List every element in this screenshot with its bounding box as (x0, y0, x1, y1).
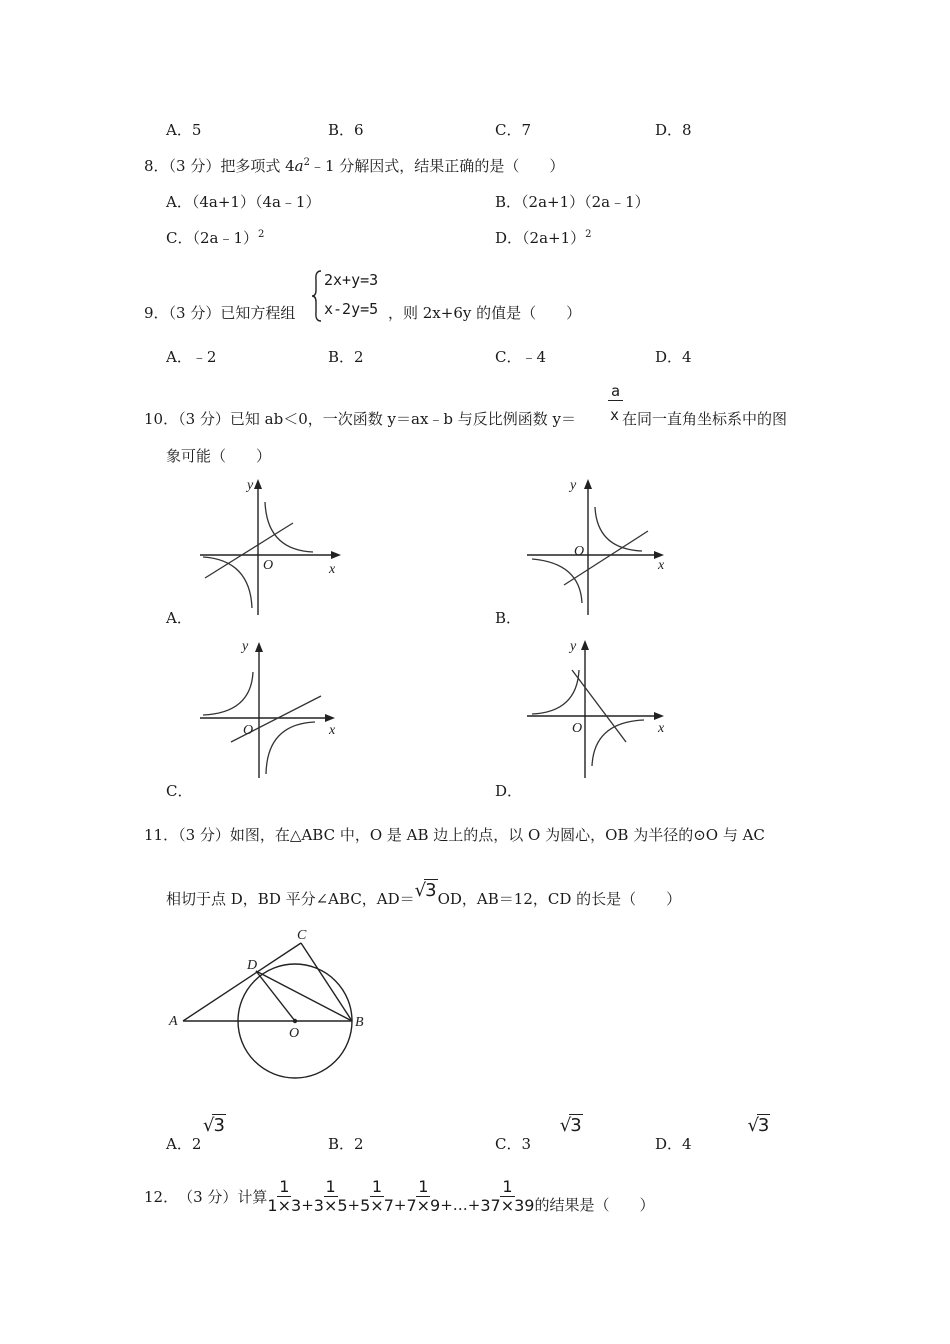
q10-graph-d[interactable] (522, 636, 677, 781)
origin-label: O (574, 544, 585, 559)
q10-graph-a[interactable] (195, 475, 350, 620)
fraction-4: $\frac{1}{7\times 9}$ (406, 1177, 441, 1215)
q10-option-c[interactable]: C． (166, 782, 193, 800)
axis-y-label: y (570, 478, 577, 493)
q7-option-b[interactable]: B．6 (328, 121, 364, 139)
q10-stem-line1-end: 在同一直角坐标系中的图 (622, 410, 788, 428)
q11-option-d-sqrt: √3 (747, 1115, 770, 1136)
q9-equation-1: 2x+y=3 (324, 271, 379, 289)
q9-option-b[interactable]: B．2 (328, 348, 364, 366)
q8-option-a[interactable]: A．（4a+1）（4a﹣1） (166, 193, 321, 211)
q10-option-d[interactable]: D． (495, 782, 523, 800)
q10-stem-line1: 10．（3 分）已知 ab＜0，一次函数 y＝ax﹣b 与反比例函数 y＝ (144, 410, 577, 428)
axis-y-label: y (570, 639, 577, 654)
sqrt-expression: √3 (414, 880, 437, 901)
q11-stem-line2: 相切于点 D，BD 平分∠ABC，AD＝√3OD，AB＝12，CD 的长是（ ） (166, 880, 682, 908)
q9-stem-after: ，则 2x+6y 的值是（ ） (388, 304, 582, 322)
q10-stem-line2: 象可能（ ） (166, 447, 272, 465)
q11-figure (165, 925, 375, 1085)
axis-x-label: x (329, 562, 336, 577)
fraction-3: $\frac{1}{5\times 7}$ (360, 1177, 394, 1215)
point-a-label: A (169, 1014, 178, 1029)
q9-equation-2: x-2y=5 (324, 300, 379, 318)
q11-stem-line1: 11．（3 分）如图，在△ABC 中，O 是 AB 边上的点，以 O 为圆心，OB 为半径的⊙O 与 AC (144, 826, 765, 844)
q10-frac-denominator: x (610, 406, 620, 424)
point-b-label: B (355, 1015, 364, 1030)
q11-option-a[interactable]: A．2 (166, 1135, 202, 1153)
q10-frac-numerator: a (608, 382, 623, 401)
axis-x-label: x (658, 721, 665, 736)
fraction-1: $\frac{1}{1\times 3}$ (267, 1177, 302, 1215)
origin-label: O (572, 721, 583, 736)
q11-option-c[interactable]: C．3 (495, 1135, 532, 1153)
origin-label: O (243, 723, 254, 738)
axis-x-label: x (658, 558, 665, 573)
q10-option-a[interactable]: A． (166, 609, 192, 627)
fraction-5: $\frac{1}{37\times 39}$ (480, 1177, 535, 1215)
q11-option-b[interactable]: B．2 (328, 1135, 364, 1153)
axis-x-label: x (329, 723, 336, 738)
point-o-label: O (289, 1026, 300, 1041)
q8-option-b[interactable]: B．（2a+1）（2a﹣1） (495, 193, 650, 211)
q12-stem: 12． （3 分） 计算 $\frac{1}{1\times 3}$ + $\frac{1}{3\times 5}$ + $\frac{1}{5\times 7}$ + $\frac{1}{7\times 9}$ +…+ $\frac{1}{37\times 39}$ 的结果是（ ） (144, 1177, 655, 1215)
q11-option-a-sqrt: √3 (203, 1115, 225, 1136)
q9-option-a[interactable]: A．﹣2 (166, 348, 217, 366)
q7-option-c[interactable]: C．7 (495, 121, 532, 139)
q9-option-d[interactable]: D．4 (655, 348, 692, 366)
q10-graph-b[interactable] (522, 475, 677, 620)
origin-label: O (263, 558, 274, 573)
q9-brace (312, 270, 322, 322)
q10-graph-c[interactable] (195, 636, 350, 781)
q11-option-c-sqrt: √3 (559, 1115, 582, 1136)
q9-option-c[interactable]: C．﹣4 (495, 348, 547, 366)
q8-stem: 8．（3 分）把多项式 $4a^2﹣1$ 分解因式，结果正确的是（ ） (144, 157, 565, 175)
q10-option-b[interactable]: B． (495, 609, 522, 627)
q7-option-a[interactable]: A．5 (166, 121, 202, 139)
fraction-2: $\frac{1}{3\times 5}$ (313, 1177, 348, 1215)
point-c-label: C (297, 928, 307, 943)
q8-option-c[interactable]: C．（2a﹣1）$^2$ (166, 229, 265, 247)
q11-option-d[interactable]: D．4 (655, 1135, 692, 1153)
q7-option-d[interactable]: D．8 (655, 121, 692, 139)
axis-y-label: y (242, 639, 249, 654)
point-d-label: D (247, 958, 258, 973)
q8-option-d[interactable]: D．$(2a+1)^2$ (495, 229, 592, 247)
axis-y-label: y (247, 478, 254, 493)
q9-stem: 9．（3 分）已知方程组 (144, 304, 296, 322)
